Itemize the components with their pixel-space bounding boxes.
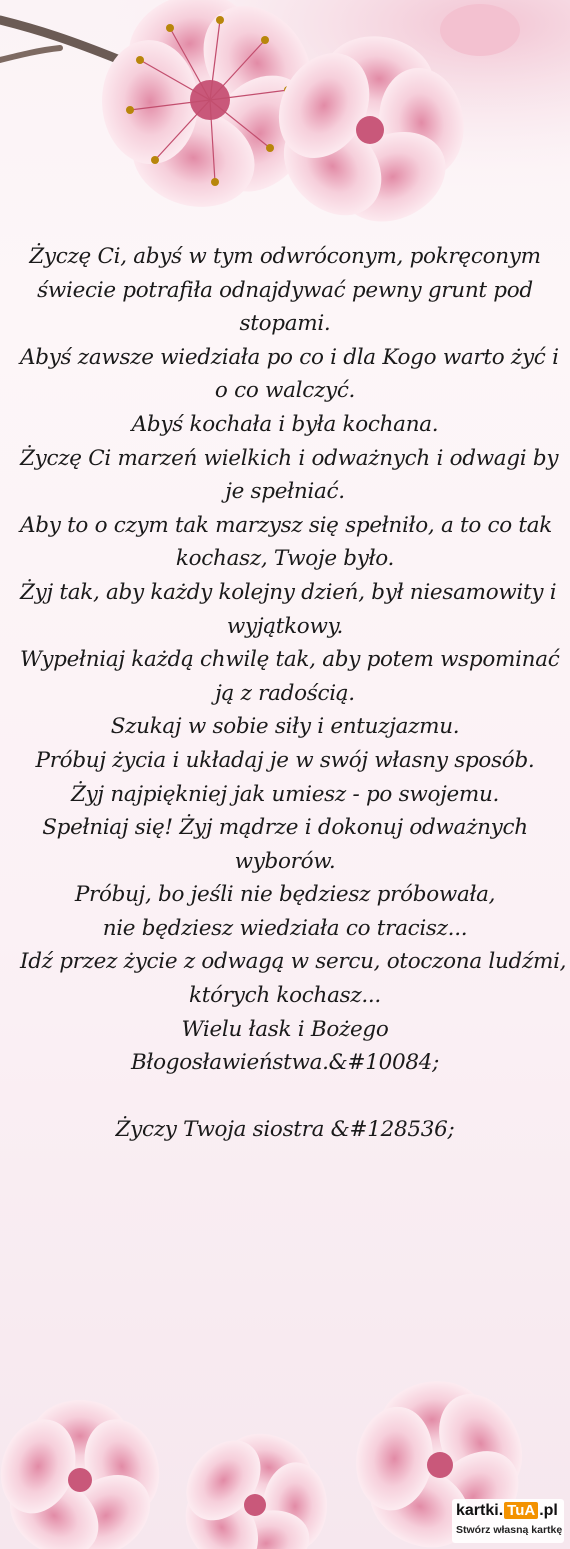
wish-line: wyborów. — [234, 848, 336, 874]
wish-line: je spełniać. — [225, 479, 345, 505]
wish-line: kochasz, Twoje było. — [175, 546, 395, 572]
wish-line: wyjątkowy. — [226, 613, 344, 639]
wish-line: Spełniaj się! Żyj mądrze i dokonuj odważnych — [42, 815, 528, 841]
wish-line: Próbuj życia i układaj je w swój własny sposób. — [35, 747, 535, 773]
wish-line: których kochasz... — [189, 983, 381, 1009]
logo-wordmark: kartki. TuA .pl — [456, 1502, 558, 1519]
wish-line: Idź przez życie z odwagą w sercu, otoczona ludźmi, — [20, 949, 567, 975]
wish-line: Abyś kochała i była kochana. — [131, 411, 439, 437]
wish-line: stopami. — [239, 311, 331, 337]
logo-badge: TuA — [504, 1502, 538, 1519]
wish-line — [20, 1080, 550, 1114]
wish-line: Wielu łask i Bożego — [181, 1016, 389, 1042]
wish-line: Życzę Ci, abyś w tym odwróconym, pokręconym — [29, 244, 541, 269]
wish-line: nie będziesz wiedziała co tracisz... — [102, 915, 468, 941]
wish-line: o co walczyć. — [214, 378, 356, 404]
wish-line: Wypełniaj każdą chwilę tak, aby potem wspominać — [20, 647, 560, 673]
wish-line: świecie potrafiła odnajdywać pewny grunt pod — [37, 277, 533, 303]
wish-text — [20, 240, 567, 1147]
wish-line: Żyj tak, aby każdy kolejny dzień, był niesamowity i — [20, 579, 557, 605]
wish-line: Błogosławieństwa.&#10084; — [130, 1050, 440, 1076]
cherry-blossom-top-decoration — [0, 0, 570, 240]
wish-line: Abyś zawsze wiedziała po co i dla Kogo warto żyć i — [20, 344, 559, 370]
wish-line: Szukaj w sobie siły i entuzjazmu. — [110, 714, 460, 740]
wish-line: ją z radością. — [215, 680, 355, 706]
wish-line: Próbuj, bo jeśli nie będziesz próbowała, — [74, 882, 496, 908]
wish-line: Życzę Ci marzeń wielkich i odważnych i odwagi by — [20, 445, 559, 471]
logo-tagline: Stwórz własną kartkę — [456, 1524, 563, 1536]
wish-line: Życzy Twoja siostra &#128536; — [115, 1117, 455, 1143]
kartki-logo[interactable] — [452, 1499, 564, 1543]
wish-line: Żyj najpiękniej jak umiesz - po swojemu. — [70, 781, 500, 807]
wish-line: Aby to o czym tak marzysz się spełniło, a to co tak — [20, 512, 553, 538]
